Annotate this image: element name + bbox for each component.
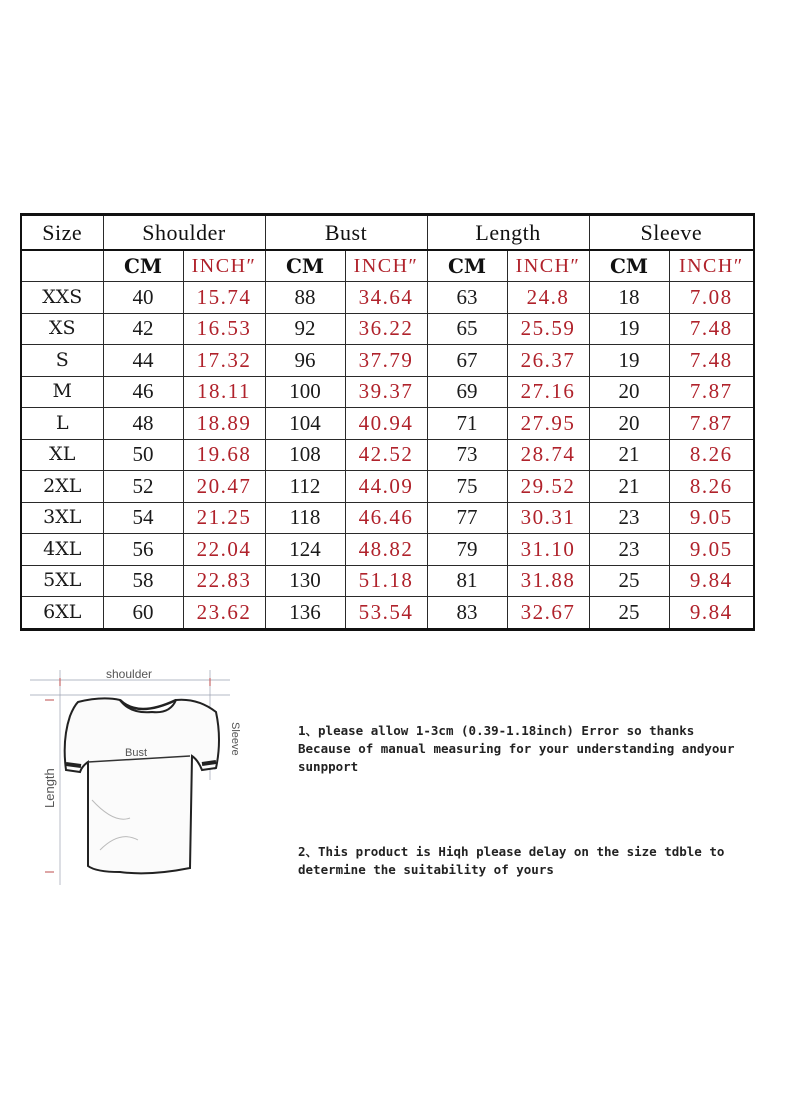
measurement-notes bbox=[298, 722, 768, 879]
inch-unit-header: INCH″ bbox=[183, 250, 265, 282]
length-inch-cell: 32.67 bbox=[507, 597, 589, 630]
sleeve-inch-cell: 9.84 bbox=[669, 597, 754, 630]
bust-cm-cell: 118 bbox=[265, 502, 345, 534]
sleeve-cm-cell: 20 bbox=[589, 376, 669, 408]
shoulder-inch-cell: 21.25 bbox=[183, 502, 265, 534]
left-cuff bbox=[66, 764, 81, 766]
sleeve-cm-cell: 25 bbox=[589, 565, 669, 597]
size-chart-table bbox=[20, 213, 755, 631]
inch-unit-header: INCH″ bbox=[345, 250, 427, 282]
sleeve-cm-cell: 21 bbox=[589, 439, 669, 471]
shoulder-inch-cell: 22.83 bbox=[183, 565, 265, 597]
bust-inch-cell: 40.94 bbox=[345, 408, 427, 440]
bust-inch-cell: 48.82 bbox=[345, 534, 427, 566]
shoulder-inch-cell: 15.74 bbox=[183, 282, 265, 314]
bust-inch-cell: 39.37 bbox=[345, 376, 427, 408]
sleeve-inch-cell: 7.08 bbox=[669, 282, 754, 314]
shoulder-inch-cell: 20.47 bbox=[183, 471, 265, 503]
size-header: Size bbox=[21, 215, 103, 251]
inch-unit-header: INCH″ bbox=[507, 250, 589, 282]
note-error-tolerance: 1、please allow 1-3cm (0.39-1.18inch) Error so thanks Because of manual measuring for your understanding andyour sunpport bbox=[298, 723, 735, 774]
shoulder-cm-cell: 52 bbox=[103, 471, 183, 503]
table-row bbox=[21, 439, 754, 471]
bust-cm-cell: 108 bbox=[265, 439, 345, 471]
table-row bbox=[21, 408, 754, 440]
shoulder-inch-cell: 22.04 bbox=[183, 534, 265, 566]
unit-header-row bbox=[21, 250, 754, 282]
table-row bbox=[21, 565, 754, 597]
length-inch-cell: 28.74 bbox=[507, 439, 589, 471]
shoulder-label: shoulder bbox=[106, 667, 153, 681]
table-row bbox=[21, 345, 754, 377]
sleeve-inch-cell: 7.48 bbox=[669, 313, 754, 345]
length-cm-cell: 73 bbox=[427, 439, 507, 471]
size-cell: S bbox=[21, 345, 103, 377]
table-row bbox=[21, 597, 754, 630]
shoulder-cm-cell: 54 bbox=[103, 502, 183, 534]
shoulder-inch-cell: 17.32 bbox=[183, 345, 265, 377]
shoulder-inch-cell: 23.62 bbox=[183, 597, 265, 630]
bust-cm-cell: 92 bbox=[265, 313, 345, 345]
length-header: Length bbox=[427, 215, 589, 251]
length-inch-cell: 31.88 bbox=[507, 565, 589, 597]
length-cm-cell: 65 bbox=[427, 313, 507, 345]
shoulder-header: Shoulder bbox=[103, 215, 265, 251]
bust-cm-cell: 124 bbox=[265, 534, 345, 566]
sleeve-inch-cell: 7.87 bbox=[669, 376, 754, 408]
note-size-table-advice: 2、This product is Hiqh please delay on the size tdble to determine the suitability of yours bbox=[298, 844, 725, 877]
bust-cm-cell: 100 bbox=[265, 376, 345, 408]
sleeve-inch-cell: 8.26 bbox=[669, 471, 754, 503]
sleeve-cm-cell: 23 bbox=[589, 502, 669, 534]
shoulder-cm-cell: 60 bbox=[103, 597, 183, 630]
table-row bbox=[21, 502, 754, 534]
bust-inch-cell: 36.22 bbox=[345, 313, 427, 345]
bust-cm-cell: 112 bbox=[265, 471, 345, 503]
bust-inch-cell: 53.54 bbox=[345, 597, 427, 630]
length-cm-cell: 81 bbox=[427, 565, 507, 597]
length-cm-cell: 69 bbox=[427, 376, 507, 408]
bust-inch-cell: 44.09 bbox=[345, 471, 427, 503]
length-inch-cell: 24.8 bbox=[507, 282, 589, 314]
bust-cm-cell: 136 bbox=[265, 597, 345, 630]
right-cuff bbox=[202, 762, 216, 764]
sleeve-label: Sleeve bbox=[229, 722, 241, 756]
shoulder-cm-cell: 50 bbox=[103, 439, 183, 471]
size-cell: XS bbox=[21, 313, 103, 345]
sleeve-cm-cell: 19 bbox=[589, 313, 669, 345]
sleeve-inch-cell: 9.84 bbox=[669, 565, 754, 597]
size-cell: XL bbox=[21, 439, 103, 471]
table-row bbox=[21, 313, 754, 345]
blank-unit-cell bbox=[21, 250, 103, 282]
sleeve-cm-cell: 20 bbox=[589, 408, 669, 440]
cm-unit-header: CM bbox=[103, 250, 183, 282]
inch-unit-header: INCH″ bbox=[669, 250, 754, 282]
length-inch-cell: 25.59 bbox=[507, 313, 589, 345]
sleeve-inch-cell: 8.26 bbox=[669, 439, 754, 471]
sleeve-inch-cell: 7.87 bbox=[669, 408, 754, 440]
shoulder-cm-cell: 48 bbox=[103, 408, 183, 440]
shoulder-cm-cell: 40 bbox=[103, 282, 183, 314]
cm-unit-header: CM bbox=[589, 250, 669, 282]
length-cm-cell: 83 bbox=[427, 597, 507, 630]
sleeve-inch-cell: 9.05 bbox=[669, 534, 754, 566]
shoulder-cm-cell: 46 bbox=[103, 376, 183, 408]
table-row bbox=[21, 376, 754, 408]
bust-cm-cell: 96 bbox=[265, 345, 345, 377]
length-label: Length bbox=[42, 768, 57, 808]
shoulder-cm-cell: 42 bbox=[103, 313, 183, 345]
sleeve-inch-cell: 7.48 bbox=[669, 345, 754, 377]
length-inch-cell: 26.37 bbox=[507, 345, 589, 377]
bust-inch-cell: 37.79 bbox=[345, 345, 427, 377]
sleeve-cm-cell: 19 bbox=[589, 345, 669, 377]
length-cm-cell: 63 bbox=[427, 282, 507, 314]
bust-header: Bust bbox=[265, 215, 427, 251]
tshirt-outline bbox=[65, 698, 219, 873]
bust-inch-cell: 46.46 bbox=[345, 502, 427, 534]
sleeve-cm-cell: 21 bbox=[589, 471, 669, 503]
bust-cm-cell: 88 bbox=[265, 282, 345, 314]
shoulder-inch-cell: 16.53 bbox=[183, 313, 265, 345]
length-cm-cell: 71 bbox=[427, 408, 507, 440]
size-cell: 4XL bbox=[21, 534, 103, 566]
sleeve-inch-cell: 9.05 bbox=[669, 502, 754, 534]
size-cell: XXS bbox=[21, 282, 103, 314]
length-inch-cell: 29.52 bbox=[507, 471, 589, 503]
size-cell: 6XL bbox=[21, 597, 103, 630]
table-row bbox=[21, 282, 754, 314]
length-inch-cell: 27.16 bbox=[507, 376, 589, 408]
size-cell: 5XL bbox=[21, 565, 103, 597]
bust-label: Bust bbox=[125, 747, 148, 759]
length-cm-cell: 75 bbox=[427, 471, 507, 503]
length-inch-cell: 31.10 bbox=[507, 534, 589, 566]
length-cm-cell: 77 bbox=[427, 502, 507, 534]
bust-inch-cell: 34.64 bbox=[345, 282, 427, 314]
shoulder-cm-cell: 56 bbox=[103, 534, 183, 566]
shoulder-cm-cell: 44 bbox=[103, 345, 183, 377]
cm-unit-header: CM bbox=[427, 250, 507, 282]
sleeve-header: Sleeve bbox=[589, 215, 754, 251]
bust-cm-cell: 130 bbox=[265, 565, 345, 597]
size-cell: 2XL bbox=[21, 471, 103, 503]
size-cell: M bbox=[21, 376, 103, 408]
shoulder-cm-cell: 58 bbox=[103, 565, 183, 597]
tshirt-measurement-diagram bbox=[30, 660, 270, 890]
size-cell: L bbox=[21, 408, 103, 440]
sleeve-cm-cell: 25 bbox=[589, 597, 669, 630]
bust-cm-cell: 104 bbox=[265, 408, 345, 440]
table-row bbox=[21, 471, 754, 503]
length-inch-cell: 30.31 bbox=[507, 502, 589, 534]
bust-inch-cell: 51.18 bbox=[345, 565, 427, 597]
shoulder-inch-cell: 19.68 bbox=[183, 439, 265, 471]
length-cm-cell: 79 bbox=[427, 534, 507, 566]
sleeve-cm-cell: 18 bbox=[589, 282, 669, 314]
shoulder-inch-cell: 18.11 bbox=[183, 376, 265, 408]
size-cell: 3XL bbox=[21, 502, 103, 534]
group-header-row bbox=[21, 215, 754, 251]
sleeve-cm-cell: 23 bbox=[589, 534, 669, 566]
table-row bbox=[21, 534, 754, 566]
bust-inch-cell: 42.52 bbox=[345, 439, 427, 471]
shoulder-inch-cell: 18.89 bbox=[183, 408, 265, 440]
cm-unit-header: CM bbox=[265, 250, 345, 282]
length-inch-cell: 27.95 bbox=[507, 408, 589, 440]
length-cm-cell: 67 bbox=[427, 345, 507, 377]
